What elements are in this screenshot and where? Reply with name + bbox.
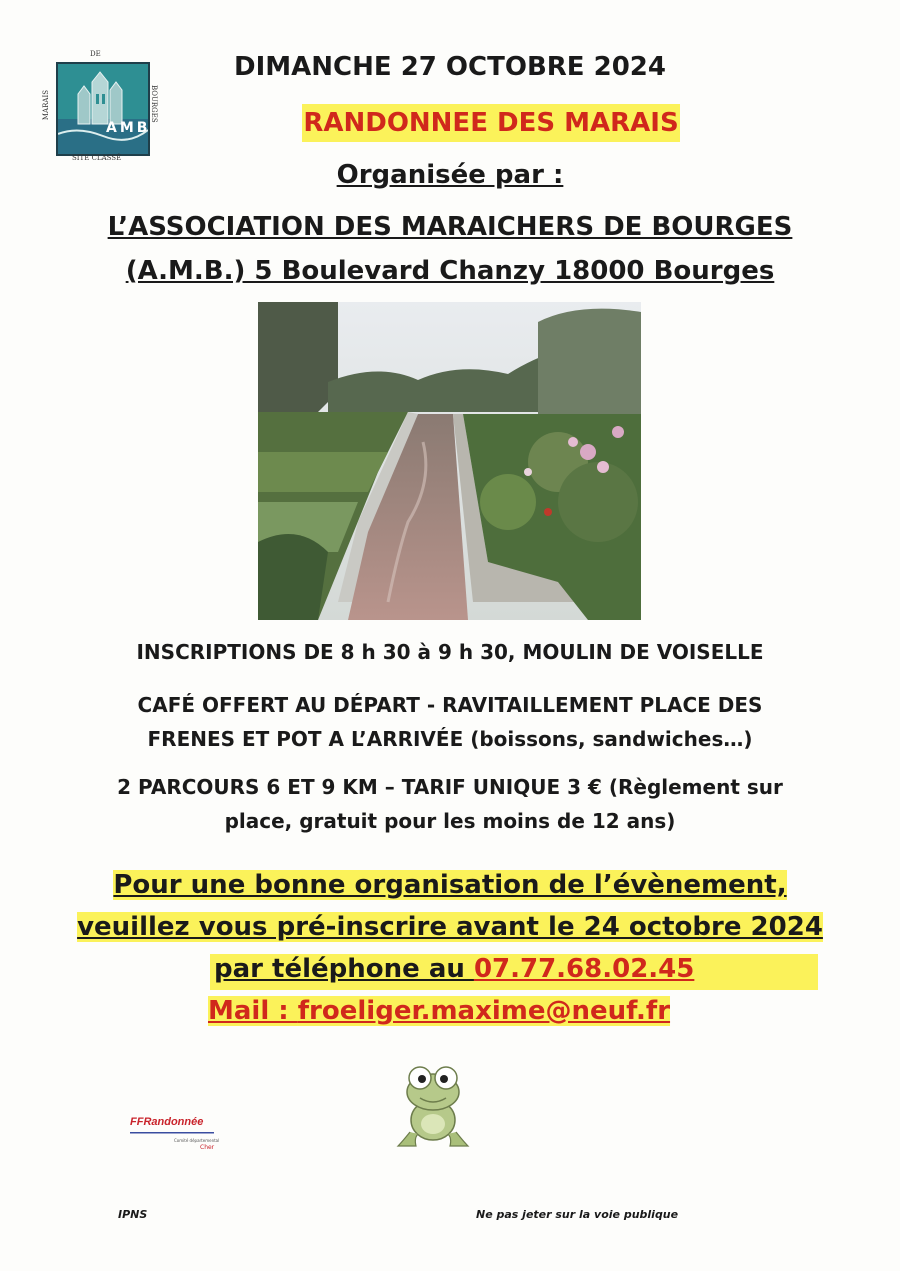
cafe-info-line2: FRENES ET POT A L’ARRIVÉE (boissons, sandwiches…)	[147, 727, 753, 751]
organised-by-text: Organisée par :	[336, 160, 564, 190]
mail-label: Mail :	[208, 996, 298, 1026]
ffr-sub: Comité départemental	[174, 1138, 220, 1143]
logo-top-text: DE	[90, 50, 101, 58]
notice-line2	[0, 912, 900, 942]
phone-number[interactable]: 07.77.68.02.45	[473, 954, 695, 984]
notice-line1-text: Pour une bonne organisation de l’évènement,	[113, 870, 787, 900]
phone-label: par téléphone au	[214, 954, 474, 984]
registration-info: INSCRIPTIONS DE 8 h 30 à 9 h 30, MOULIN DE VOISELLE	[136, 640, 764, 664]
event-date: DIMANCHE 27 OCTOBRE 2024	[234, 52, 666, 82]
logo-bottom-text: SITE CLASSÉ	[72, 154, 122, 162]
logo-left-text: MARAIS	[42, 90, 50, 121]
association-name	[0, 212, 900, 242]
cafe-info	[0, 688, 900, 756]
routes-info-line2: place, gratuit pour les moins de 12 ans)	[224, 809, 676, 833]
logo-amb-letters: AMB	[106, 120, 151, 136]
phone-line	[210, 954, 818, 990]
logo-right-text: BOURGES	[150, 85, 158, 123]
marsh-canal-photo	[258, 302, 641, 620]
footer-notice: Ne pas jeter sur la voie publique	[476, 1208, 679, 1221]
routes-info-line1: 2 PARCOURS 6 ET 9 KM – TARIF UNIQUE 3 € (Règlement sur	[117, 775, 783, 799]
association-address-text: (A.M.B.) 5 Boulevard Chanzy 18000 Bourges	[125, 256, 775, 286]
cafe-info-line1: CAFÉ OFFERT AU DÉPART - RAVITAILLEMENT PLACE DES	[137, 693, 763, 717]
mail-line	[208, 996, 670, 1026]
notice-line1	[0, 870, 900, 900]
ffr-name: FFRandonnée	[130, 1116, 204, 1128]
association-address	[0, 256, 900, 286]
mail-address[interactable]: froeliger.maxime@neuf.fr	[297, 996, 671, 1026]
ffr-dept: Cher	[200, 1144, 215, 1151]
routes-info	[0, 770, 900, 838]
footer-ipns: IPNS	[118, 1208, 148, 1221]
frog-icon	[396, 1062, 470, 1148]
organised-by-label	[0, 160, 900, 190]
notice-line2-text: veuillez vous pré-inscrire avant le 24 octobre 2024	[77, 912, 823, 942]
event-title: RANDONNEE DES MARAIS	[302, 104, 680, 142]
association-name-text: L’ASSOCIATION DES MARAICHERS DE BOURGES	[107, 212, 793, 242]
ffrandonnee-logo	[124, 1112, 220, 1156]
